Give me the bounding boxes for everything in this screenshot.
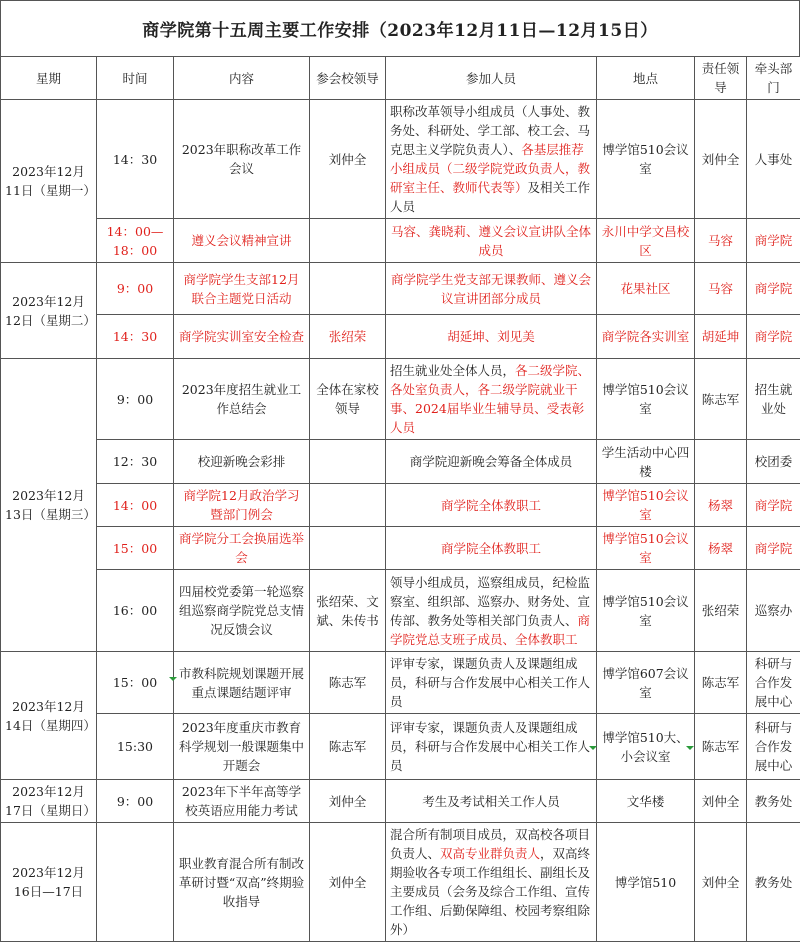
- attendees-cell: 胡延坤、刘见美: [386, 315, 597, 359]
- location-cell: 博学馆607会议室: [597, 652, 695, 714]
- table-row: [1, 359, 800, 440]
- leader-cell: [310, 484, 386, 527]
- header-location: 地点: [597, 57, 695, 100]
- day-cell: 2023年12月11日（星期一）: [1, 100, 97, 263]
- day-cell: 2023年12月17日（星期日）: [1, 780, 97, 823]
- content-cell: 商学院实训室安全检查: [174, 315, 310, 359]
- location-cell: 博学馆510会议室: [597, 527, 695, 570]
- dept-cell: 商学院: [747, 484, 800, 527]
- responsible-cell: 张绍荣: [695, 570, 747, 652]
- header-row: [1, 57, 800, 100]
- attendees-text: 混合所有制项目成员，双高校各项目负责人、: [390, 827, 590, 861]
- time-cell: 14：30: [97, 100, 174, 219]
- leader-cell: [310, 263, 386, 315]
- dept-cell: 科研与合作发展中心: [747, 652, 800, 714]
- responsible-cell: 陈志军: [695, 652, 747, 714]
- leader-cell: [310, 219, 386, 263]
- responsible-cell: 陈志军: [695, 714, 747, 780]
- attendees-cell: [386, 823, 597, 942]
- attendees-cell: 商学院全体教职工: [386, 484, 597, 527]
- leader-cell: 张绍荣: [310, 315, 386, 359]
- leader-cell: 陈志军: [310, 714, 386, 780]
- header-time: 时间: [97, 57, 174, 100]
- attendees-highlight: 各基层推荐小组成员（二级学院党政负责人，教研室主任、教师代表等）: [390, 142, 590, 195]
- header-leader: 参会校领导: [310, 57, 386, 100]
- attendees-cell: [386, 359, 597, 440]
- dept-cell: 商学院: [747, 219, 800, 263]
- attendees-cell: 评审专家，课题负责人及课题组成员，科研与合作发展中心相关工作人员: [386, 652, 597, 714]
- cell-comment-marker: [686, 746, 694, 750]
- responsible-cell: 刘仲全: [695, 100, 747, 219]
- attendees-text: 领导小组成员，巡察组成员，纪检监察室、组织部、巡察办、财务处、宣传部、教务处等相关部门负责人、: [390, 575, 590, 628]
- attendees-cell: [386, 100, 597, 219]
- schedule-table: [0, 56, 800, 942]
- responsible-cell: [695, 440, 747, 484]
- day-cell: 2023年12月13日（星期三）: [1, 359, 97, 652]
- table-row: [1, 315, 800, 359]
- responsible-cell: 马容: [695, 263, 747, 315]
- location-cell: 博学馆510会议室: [597, 570, 695, 652]
- content-cell: 2023年度招生就业工作总结会: [174, 359, 310, 440]
- table-row: [1, 780, 800, 823]
- content-cell: 市教科院规划课题开展重点课题结题评审: [174, 652, 310, 714]
- time-cell: 12：30: [97, 440, 174, 484]
- cell-comment-marker: [169, 677, 177, 681]
- leader-cell: 刘仲全: [310, 100, 386, 219]
- location-cell: 花果社区: [597, 263, 695, 315]
- content-cell: 商学院分工会换届选举会: [174, 527, 310, 570]
- dept-cell: 教务处: [747, 823, 800, 942]
- time-cell: 15：00: [97, 652, 174, 714]
- responsible-cell: 刘仲全: [695, 823, 747, 942]
- attendees-highlight: 双高专业群负责人: [440, 846, 540, 861]
- dept-cell: 巡察办: [747, 570, 800, 652]
- responsible-cell: 马容: [695, 219, 747, 263]
- location-cell: 永川中学文昌校区: [597, 219, 695, 263]
- table-row: [1, 570, 800, 652]
- time-cell: 15：00: [97, 527, 174, 570]
- attendees-text: 职称改革领导小组成员（人事处、教务处、科研处、学工部、校工会、马克思主义学院负责人）、: [390, 104, 590, 157]
- time-cell: 14：00: [97, 484, 174, 527]
- content-cell: 商学院12月政治学习暨部门例会: [174, 484, 310, 527]
- attendees-cell: 商学院学生党支部无课教师、遵义会议宣讲团部分成员: [386, 263, 597, 315]
- location-cell: 文华楼: [597, 780, 695, 823]
- day-cell: 2023年12月16日—17日: [1, 823, 97, 942]
- table-row: [1, 484, 800, 527]
- leader-cell: [310, 527, 386, 570]
- responsible-cell: 杨翠: [695, 527, 747, 570]
- leader-cell: 全体在家校领导: [310, 359, 386, 440]
- header-responsible: 责任领导: [695, 57, 747, 100]
- attendees-cell: 商学院迎新晚会筹备全体成员: [386, 440, 597, 484]
- leader-cell: [310, 440, 386, 484]
- attendees-text: 招生就业处全体人员，: [390, 363, 515, 378]
- dept-cell: 商学院: [747, 527, 800, 570]
- attendees-cell: [386, 570, 597, 652]
- attendees-text: ，双高终期验收各专项工作组组长、副组长及主要成员（会务及综合工作组、宣传工作组、后勤保障组、校园考察组除外）: [390, 846, 590, 937]
- attendees-highlight: 各二级学院、各处室负责人，各二级学院就业干事、2024届毕业生辅导员、受表彰人员: [390, 363, 590, 435]
- table-row: [1, 527, 800, 570]
- dept-cell: 招生就业处: [747, 359, 800, 440]
- content-cell: 遵义会议精神宣讲: [174, 219, 310, 263]
- page-title: 商学院第十五周主要工作安排（2023年12月11日—12月15日）: [142, 16, 657, 41]
- header-day: 星期: [1, 57, 97, 100]
- responsible-cell: 刘仲全: [695, 780, 747, 823]
- attendees-cell: 商学院全体教职工: [386, 527, 597, 570]
- table-row: [1, 714, 800, 780]
- content-cell: 校迎新晚会彩排: [174, 440, 310, 484]
- location-cell: 博学馆510会议室: [597, 100, 695, 219]
- table-row: [1, 263, 800, 315]
- leader-cell: 张绍荣、文斌、朱传书: [310, 570, 386, 652]
- table-row: [1, 100, 800, 219]
- time-cell: 9：00: [97, 359, 174, 440]
- responsible-cell: 陈志军: [695, 359, 747, 440]
- title-bar: [0, 0, 800, 56]
- attendees-highlight: 商学院党总支班子成员、全体教职工: [390, 613, 590, 647]
- time-cell: 9：00: [97, 780, 174, 823]
- content-cell: 2023年度重庆市教育科学规划一般课题集中开题会: [174, 714, 310, 780]
- location-cell: 博学馆510会议室: [597, 359, 695, 440]
- day-cell: 2023年12月12日（星期二）: [1, 263, 97, 359]
- dept-cell: 教务处: [747, 780, 800, 823]
- location-cell: 博学馆510大、小会议室: [597, 714, 695, 780]
- time-cell: 14：30: [97, 315, 174, 359]
- header-content: 内容: [174, 57, 310, 100]
- content-cell: 四届校党委第一轮巡察组巡察商学院党总支情况反馈会议: [174, 570, 310, 652]
- location-cell: 学生活动中心四楼: [597, 440, 695, 484]
- cell-comment-marker: [589, 746, 597, 750]
- location-cell: 博学馆510会议室: [597, 484, 695, 527]
- time-cell: 14：00—18：00: [97, 219, 174, 263]
- content-cell: 2023年下半年高等学校英语应用能力考试: [174, 780, 310, 823]
- dept-cell: 校团委: [747, 440, 800, 484]
- location-cell: 商学院各实训室: [597, 315, 695, 359]
- leader-cell: 刘仲全: [310, 780, 386, 823]
- table-row: [1, 440, 800, 484]
- table-row: [1, 823, 800, 942]
- leader-cell: 刘仲全: [310, 823, 386, 942]
- dept-cell: 商学院: [747, 263, 800, 315]
- header-attendees: 参加人员: [386, 57, 597, 100]
- dept-cell: 人事处: [747, 100, 800, 219]
- content-cell: 职业教育混合所有制改革研讨暨“双高”终期验收指导: [174, 823, 310, 942]
- day-cell: 2023年12月14日（星期四）: [1, 652, 97, 780]
- dept-cell: 商学院: [747, 315, 800, 359]
- location-cell: 博学馆510: [597, 823, 695, 942]
- header-dept: 牵头部门: [747, 57, 800, 100]
- content-cell: 2023年职称改革工作会议: [174, 100, 310, 219]
- responsible-cell: 胡延坤: [695, 315, 747, 359]
- time-cell: [97, 823, 174, 942]
- table-row: [1, 219, 800, 263]
- responsible-cell: 杨翠: [695, 484, 747, 527]
- time-cell: 15:30: [97, 714, 174, 780]
- time-cell: 16：00: [97, 570, 174, 652]
- attendees-cell: 评审专家，课题负责人及课题组成员，科研与合作发展中心相关工作人员: [386, 714, 597, 780]
- content-cell: 商学院学生支部12月联合主题党日活动: [174, 263, 310, 315]
- attendees-cell: 马容、龚晓莉、遵义会议宣讲队全体成员: [386, 219, 597, 263]
- table-row: [1, 652, 800, 714]
- attendees-cell: 考生及考试相关工作人员: [386, 780, 597, 823]
- leader-cell: 陈志军: [310, 652, 386, 714]
- dept-cell: 科研与合作发展中心: [747, 714, 800, 780]
- time-cell: 9：00: [97, 263, 174, 315]
- attendees-text: 及相关工作人员: [390, 180, 590, 214]
